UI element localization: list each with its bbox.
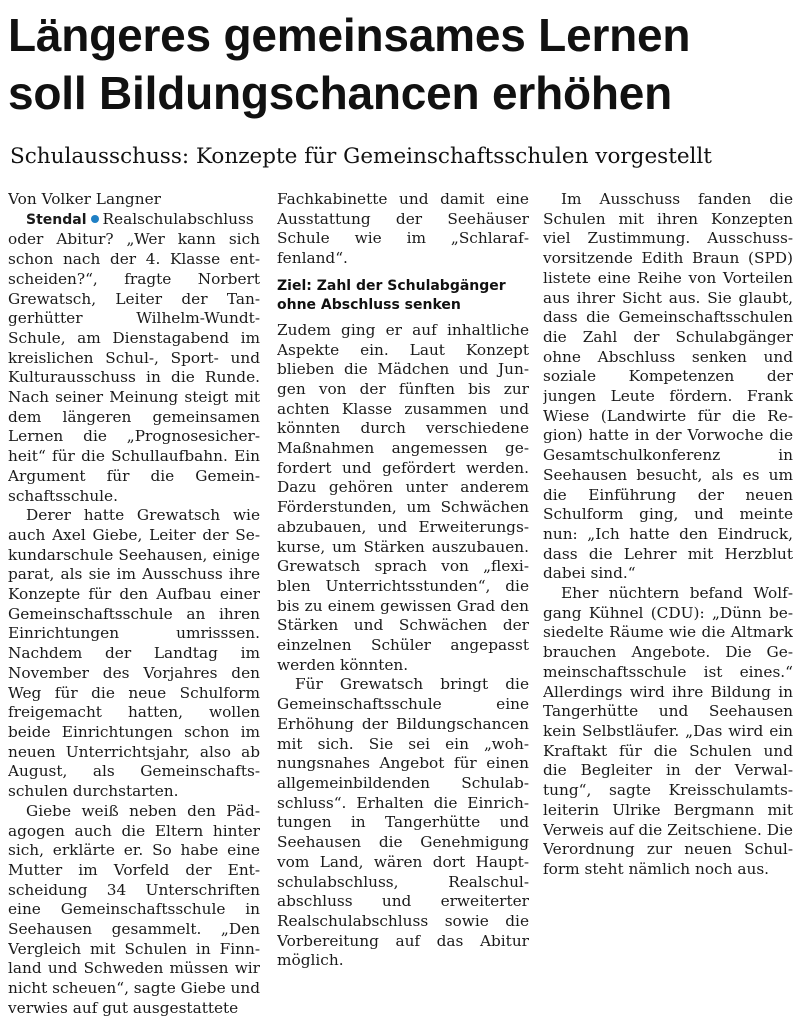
headline-line-1: Längeres gemeinsames Lernen bbox=[8, 9, 691, 61]
paragraph-5: Für Grewatsch bringt die Gemeinschaftsschule eine Erhöhung der Bildungschancen mit sich. Sie sei ein „wohnungsnahes Angebot für einen allgemeinbildenden Schulabschluss“. Erhalten die Einrichtungen in Tangerhütte und Seehausen die Genehmigung vom Land, wären dort Hauptschulabschluss, Realschulabschluss und erweiterter Realschulabschluss sowie die Vorbereitung auf das Abitur möglich. bbox=[277, 675, 529, 970]
article-column-3 bbox=[543, 190, 793, 1026]
lead-paragraph bbox=[8, 210, 260, 507]
paragraph-7: Eher nüchtern befand Wolfgang Kühnel (CDU): „Dünn besiedelte Räume wie die Altmark brauchen Angebote. Die Gemeinschaftsschule ist eines.“ Allerdings wird ihre Bildung in Tangerhütte und Seehausen kein Selbstläufer. „Das wird ein Kraftakt für die Schulen und die Begleiter in der Verwaltung“, sagte Kreisschulamtsleiterin Ulrike Bergmann mit Verweis auf die Zeitschiene. Die Verordnung zur neuen Schulform steht nämlich noch aus. bbox=[543, 584, 793, 878]
article-column-1 bbox=[8, 190, 260, 1026]
paragraph-6: Im Ausschuss fanden die Schulen mit ihren Konzepten viel Zustimmung. Ausschussvorsitzende Edith Braun (SPD) listete eine Reihe von Vorteilen aus ihrer Sicht aus. Sie glaubt, dass die Gemeinschaftsschulen die Zahl der Schulabgänger ohne Abschluss senken und soziale Kompetenzen der jungen Leute fördern. Frank Wiese (Landwirte für die Region) hatte in der Vorwoche die Gesamtschulkonferenz in Seehausen besucht, als es um die Einführung der neuen Schulform ging, und meinte nun: „Ich hatte den Eindruck, dass die Lehrer mit Herzblut dabei sind.“ bbox=[543, 190, 793, 583]
article-column-2 bbox=[277, 190, 529, 1026]
headline-line-2: soll Bildungschancen erhöhen bbox=[8, 67, 673, 119]
paragraph-3-continued: Fachkabinette und damit eine Ausstattung der Seehäuser Schule wie im „Schlaraffenland“. bbox=[277, 190, 529, 268]
paragraph-2: Derer hatte Grewatsch wie auch Axel Giebe, Leiter der Sekundarschule Seehausen, einige parat, als sie im Ausschuss ihre Konzepte für den Aufbau einer Gemeinschaftsschule an ihren Einrichtungen umrisssen. Nachdem der Landtag im November des Vorjahres den Weg für die neue Schulform freigemacht hatten, wollen beide Einrichtungen schon im neuen Unterrichtsjahr, also ab August, als Gemeinschaftsschulen durchstarten. bbox=[8, 506, 260, 801]
lead-paragraph-text: Realschulabschluss oder Abitur? „Wer kann sich schon nach der 4. Klasse entscheiden?“, fragte Norbert Grewatsch, Leiter der Tangerhütter Wilhelm-Wundt-Schule, am Dienstagabend im kreislichen Schul-, Sport- und Kulturausschuss in die Runde. Nach seiner Meinung steigt mit dem längeren gemeinsamen Lernen die „Prognosesicherheit“ für die Schullaufbahn. Ein Argument für die Gemeinschaftsschule. bbox=[8, 209, 260, 505]
paragraph-3: Giebe weiß neben den Pädagogen auch die Eltern hinter sich, erklärte er. So habe eine Mutter im Vorfeld der Entscheidung 34 Unterschriften eine Gemeinschaftsschule in Seehausen gesammelt. „Den Vergleich mit Schulen in Finnland und Schweden müssen wir nicht scheuen“, sagte Giebe und verwies auf gut ausgestattete bbox=[8, 801, 260, 1017]
subheadline: Schulausschuss: Konzepte für Gemeinschaftsschulen vorgestellt bbox=[10, 144, 712, 169]
dateline-dot-icon bbox=[91, 215, 99, 223]
paragraph-4: Zudem ging er auf inhaltliche Aspekte ein. Laut Konzept blieben die Mädchen und Jungen von der fünften bis zur achten Klasse zusammen und könnten durch verschiedene Maßnahmen angemessen gefordert und gefördert werden. Dazu gehören unter anderem Förderstunden, um Schwächen abzubauen, und Erweiterungskurse, um Stärken auszubauen. Grewatsch sprach von „flexiblen Unterrichtsstunden“, die bis zu einem gewissen Grad den Stärken und Schwächen der einzelnen Schüler angepasst werden könnten. bbox=[277, 320, 529, 674]
headline bbox=[8, 6, 792, 122]
byline: Von Volker Langner bbox=[8, 190, 161, 208]
dateline: Stendal bbox=[26, 211, 87, 228]
section-heading: Ziel: Zahl der Schulabgänger ohne Abschluss senken bbox=[277, 277, 506, 313]
